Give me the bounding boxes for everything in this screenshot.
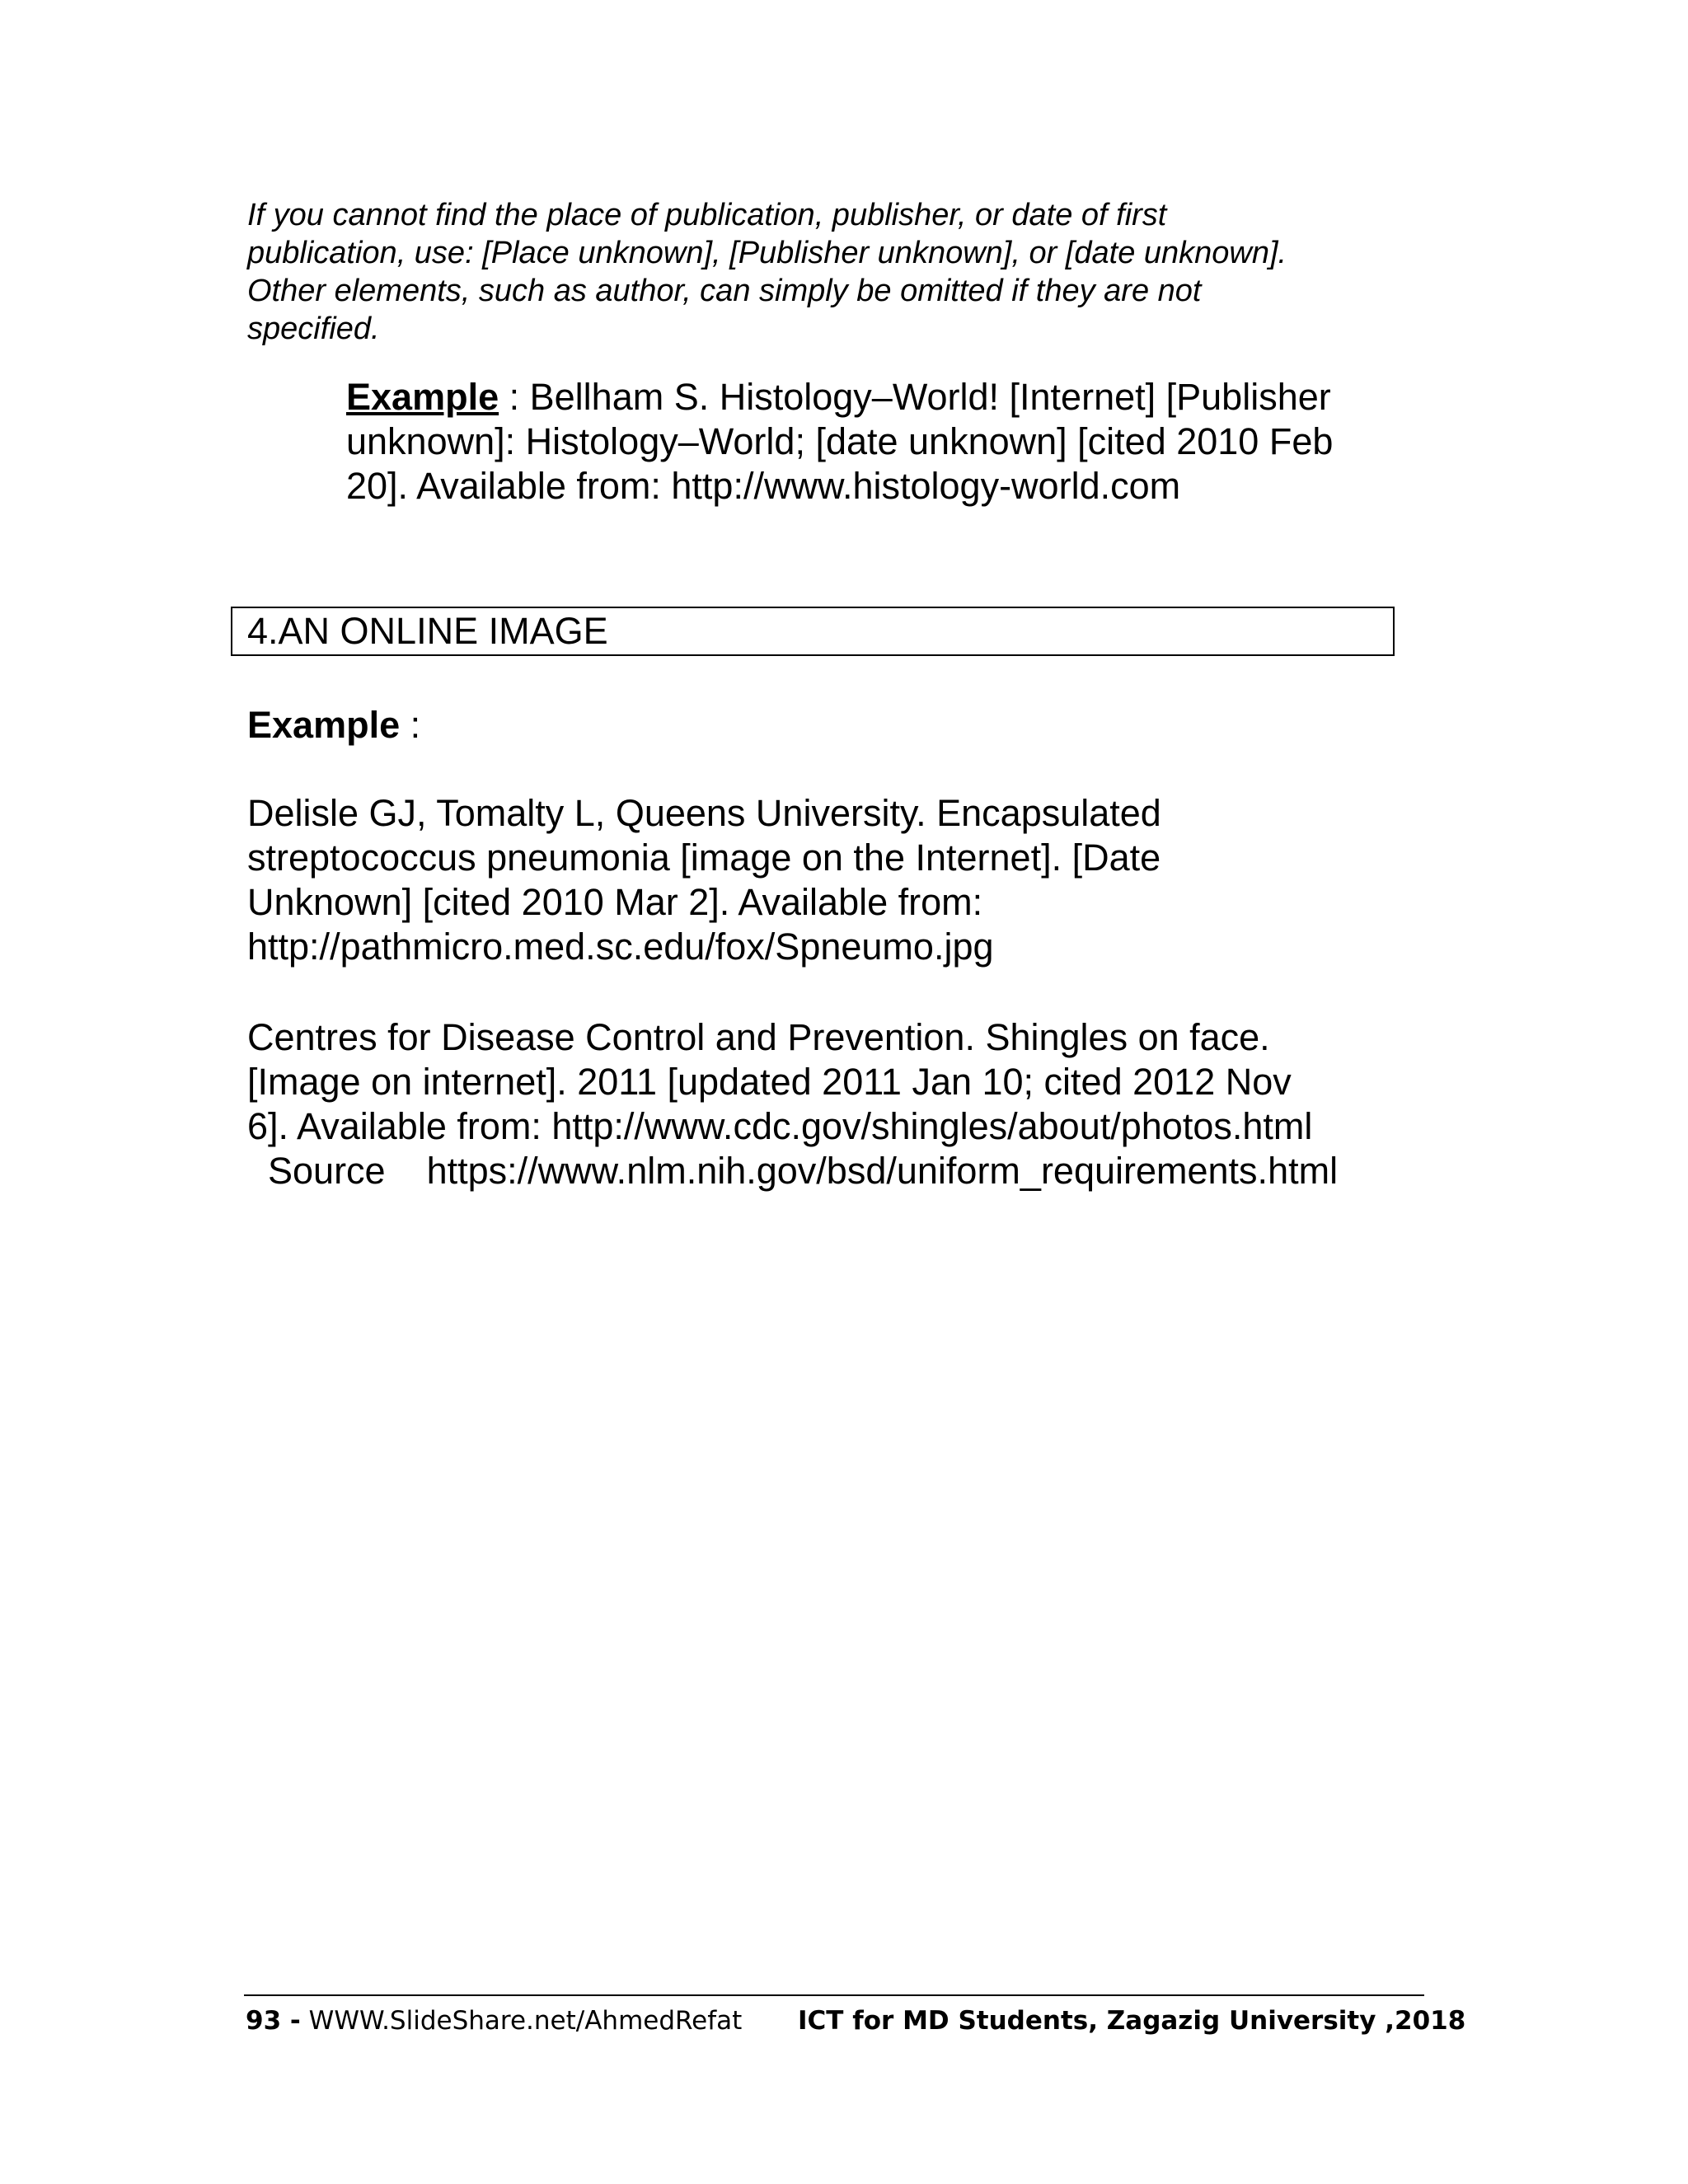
- note-line: Other elements, such as author, can simply be omitted if they are not: [247, 274, 1202, 308]
- reference-line: streptococcus pneumonia [image on the Internet]. [Date: [247, 837, 1161, 879]
- note-line: publication, use: [Place unknown], [Publisher unknown], or [date unknown].: [247, 236, 1287, 270]
- example-text: Bellham S. Histology–World! [Internet] [Publisher: [529, 376, 1331, 418]
- example-separator: :: [499, 376, 530, 418]
- footer-divider: [244, 1994, 1424, 1996]
- example-label: Example: [247, 704, 401, 746]
- footer-course: ICT for MD Students, Zagazig University ,2018: [798, 2006, 1466, 2036]
- page-footer: [246, 2003, 1466, 2039]
- example-line: 20]. Available from: http://www.histology-world.com: [346, 465, 1181, 507]
- online-image-example-heading: [247, 703, 420, 748]
- note-line: If you cannot find the place of publication, publisher, or date of first: [247, 198, 1167, 232]
- section-heading-online-image: 4.AN ONLINE IMAGE: [231, 607, 1395, 656]
- source-url: https://www.nlm.nih.gov/bsd/uniform_requirements.html: [426, 1150, 1339, 1192]
- source-label: Source: [268, 1150, 386, 1192]
- reference-line: Delisle GJ, Tomalty L, Queens University. Encapsulated: [247, 792, 1161, 834]
- reference-line: Centres for Disease Control and Prevention. Shingles on face.: [247, 1016, 1270, 1058]
- unknown-elements-note: [247, 196, 1418, 348]
- page-number: 93 -: [246, 2006, 301, 2036]
- example-line: [346, 375, 1434, 419]
- footer-site: WWW.SlideShare.net/AhmedRefat: [308, 2006, 743, 2036]
- note-line: specified.: [247, 312, 380, 346]
- reference-cdc: [247, 1015, 1418, 1149]
- histology-world-example: [346, 375, 1434, 509]
- reference-line: http://pathmicro.med.sc.edu/fox/Spneumo.jpg: [247, 926, 994, 968]
- reference-line: Unknown] [cited 2010 Mar 2]. Available from:: [247, 881, 983, 923]
- source-line: [268, 1149, 1338, 1193]
- reference-line: 6]. Available from: http://www.cdc.gov/shingles/about/photos.html: [247, 1105, 1313, 1147]
- reference-line: [Image on internet]. 2011 [updated 2011 Jan 10; cited 2012 Nov: [247, 1061, 1292, 1103]
- reference-delisle: [247, 791, 1418, 969]
- example-label: Example: [346, 376, 499, 418]
- example-separator: :: [400, 704, 421, 746]
- example-line: unknown]: Histology–World; [date unknown] [cited 2010 Feb: [346, 420, 1334, 462]
